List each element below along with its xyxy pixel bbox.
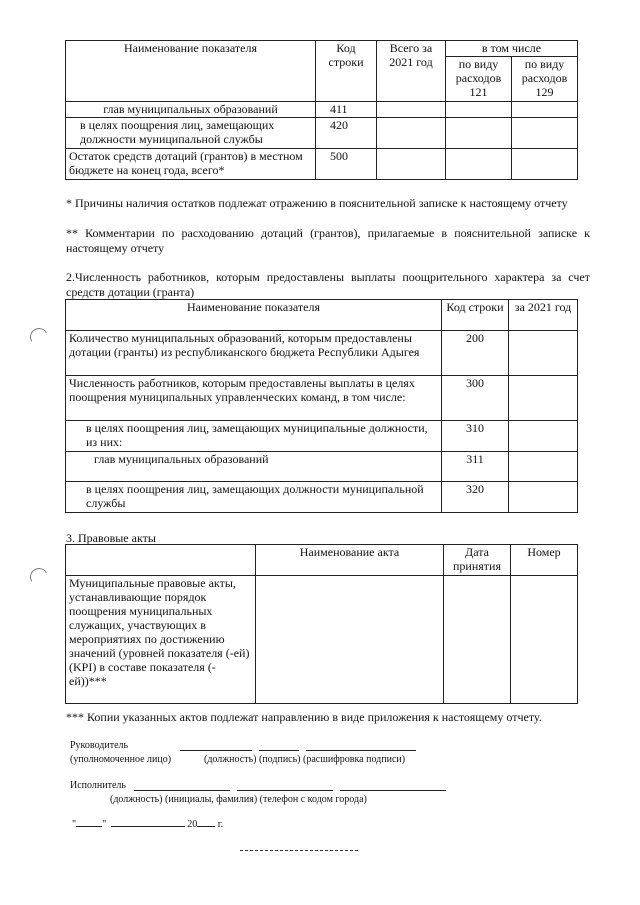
header-exp129: по виду расходов 129: [512, 57, 578, 102]
table-legal-acts: [65, 544, 578, 704]
row-code: 320: [442, 482, 509, 513]
header-date: Дата принятия: [444, 545, 511, 576]
row-code: 500: [316, 149, 377, 180]
row-name: в целях поощрения лиц, замещающих муниципальные должности, из них:: [66, 421, 442, 452]
punch-hole-mark: [28, 326, 50, 348]
row-name: в целях поощрения лиц, замещающих должности муниципальной службы: [66, 118, 316, 149]
section3-title: 3. Правовые акты: [66, 531, 156, 545]
punch-hole-mark: [28, 566, 50, 588]
header-code: Код строки: [442, 300, 509, 331]
header-including: в том числе: [446, 41, 578, 57]
row-code: 300: [442, 376, 509, 421]
header-code: Код строки: [316, 41, 377, 102]
head-sub: (уполномоченное лицо): [70, 754, 172, 765]
exec-signature-lines: [134, 780, 454, 795]
end-divider: [240, 850, 358, 851]
exec-label: Исполнитель: [70, 780, 126, 791]
header-number: Номер: [511, 545, 578, 576]
row-code: 411: [316, 102, 377, 118]
row-name: Количество муниципальных образований, которым предоставлены дотации (гранты) из республиканского бюджета Республики Адыгея: [66, 331, 442, 376]
header-act: Наименование акта: [256, 545, 444, 576]
header-year: за 2021 год: [509, 300, 578, 331]
note-comments: ** Комментарии по расходованию дотаций (грантов), прилагаемые в пояснительной записке к настоящему отчету: [66, 226, 590, 255]
exec-fields: (должность) (инициалы, фамилия) (телефон с кодом города): [110, 794, 367, 805]
head-signature-lines: [180, 740, 420, 755]
section2-title: 2.Численность работников, которым предоставлены выплаты поощрительного характера за счет средств дотации (гранта): [66, 270, 590, 299]
table-employees: [65, 299, 578, 513]
note-remains: * Причины наличия остатков подлежат отражению в пояснительной записке к настоящему отчету: [66, 196, 568, 210]
header-total: Всего за 2021 год: [377, 41, 446, 102]
row-name: Численность работников, которым предоставлены выплаты в целях поощрения муниципальных управленческих команд, в том числе:: [66, 376, 442, 421]
row-code: 420: [316, 118, 377, 149]
legal-acts-label: Муниципальные правовые акты, устанавливающие порядок поощрения муниципальных служащих, участвующих в мероприятиях по достижению значений (уровней показателя (-ей) (KPI) в составе показателя (-ей))***: [66, 576, 256, 704]
row-name: в целях поощрения лиц, замещающих должности муниципальной службы: [66, 482, 442, 513]
table-dotation-expenses: [65, 40, 578, 180]
row-code: 311: [442, 452, 509, 482]
note-acts: *** Копии указанных актов подлежат направлению в виде приложения к настоящему отчету.: [66, 710, 542, 724]
row-name: глав муниципальных образований: [66, 102, 316, 118]
head-fields: (должность) (подпись) (расшифровка подписи): [204, 754, 406, 765]
date-line: " " 20 г.: [72, 816, 272, 830]
head-label: Руководитель: [70, 740, 129, 751]
row-code: 310: [442, 421, 509, 452]
row-name: Остаток средств дотаций (грантов) в местном бюджете на конец года, всего*: [66, 149, 316, 180]
header-name: Наименование показателя: [66, 41, 316, 102]
row-code: 200: [442, 331, 509, 376]
header-exp121: по виду расходов 121: [446, 57, 512, 102]
row-name: глав муниципальных образований: [66, 452, 442, 482]
header-name: Наименование показателя: [66, 300, 442, 331]
